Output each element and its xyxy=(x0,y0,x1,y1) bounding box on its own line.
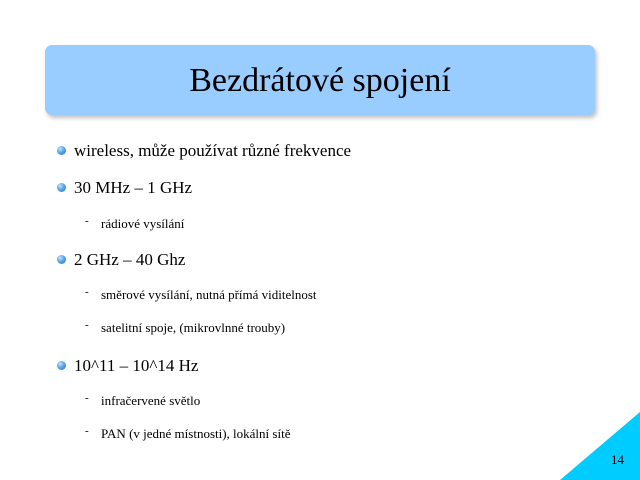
bullet-dot-icon xyxy=(57,183,66,192)
bullet-text: 2 GHz – 40 Ghz xyxy=(74,250,186,269)
corner-accent xyxy=(560,412,640,480)
dash-bullet-icon: - xyxy=(85,425,89,437)
dash-bullet-icon: - xyxy=(85,215,89,227)
sub-bullet-text: rádiové vysílání xyxy=(101,216,185,231)
dash-bullet-icon: - xyxy=(85,319,89,331)
bullet-text: wireless, může používat různé frekvence xyxy=(74,141,352,160)
sub-bullet-text: infračervené světlo xyxy=(101,393,201,408)
bullet-text: 30 MHz – 1 GHz xyxy=(74,178,193,197)
sub-bullet-text: PAN (v jedné místnosti), lokální sítě xyxy=(101,426,291,441)
slide-title: Bezdrátové spojení xyxy=(189,62,451,99)
bullet-dot-icon xyxy=(57,361,66,370)
title-box xyxy=(45,45,595,115)
bullet-dot-icon xyxy=(57,255,66,264)
page-number: 14 xyxy=(611,452,624,467)
dash-bullet-icon: - xyxy=(85,286,89,298)
sub-bullet-text: satelitní spoje, (mikrovlnné trouby) xyxy=(101,320,286,335)
sub-bullet-text: směrové vysílání, nutná přímá viditelnost xyxy=(101,287,317,302)
bullet-dot-icon xyxy=(57,146,66,155)
dash-bullet-icon: - xyxy=(85,392,89,404)
bullet-text: 10^11 – 10^14 Hz xyxy=(74,356,199,375)
